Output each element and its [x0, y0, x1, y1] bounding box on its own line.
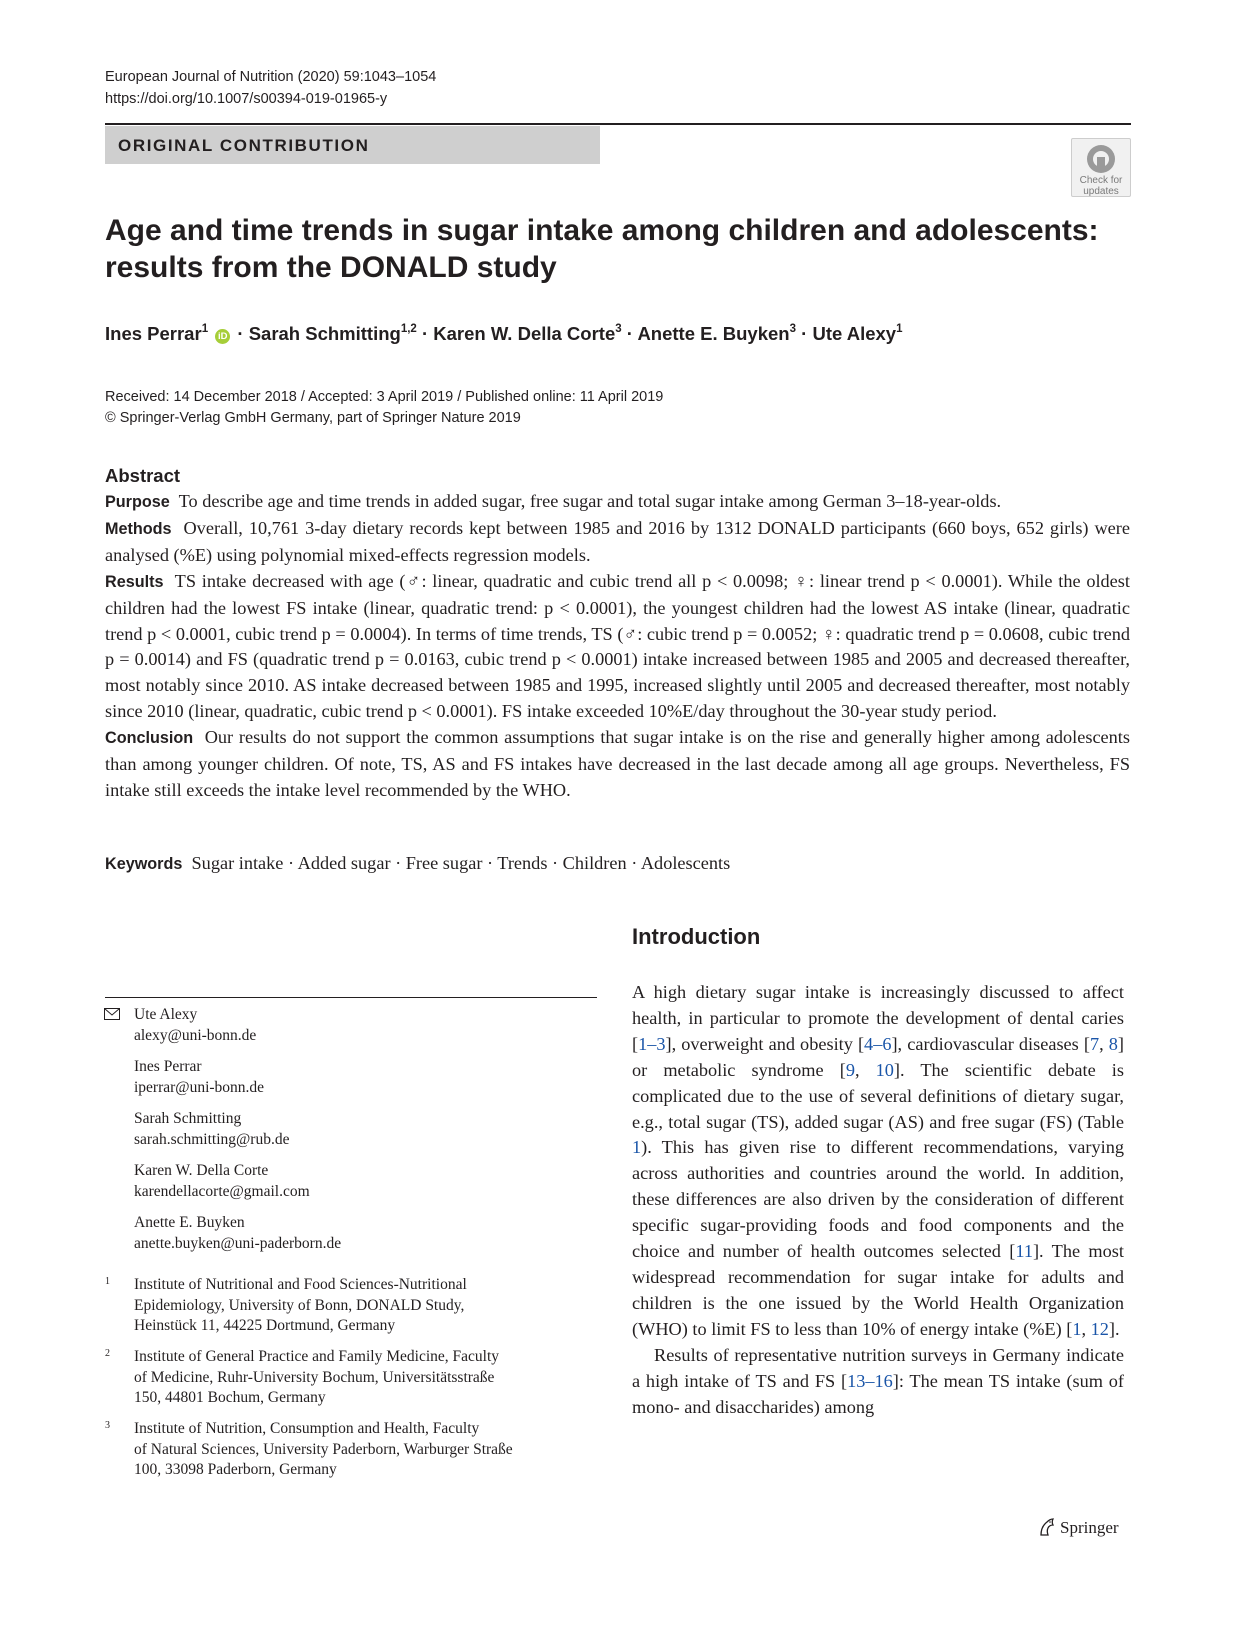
publisher-logo [1037, 1517, 1119, 1538]
journal-citation: European Journal of Nutrition (2020) 59:1043–1054 [105, 69, 437, 85]
contact-email[interactable]: iperrar@uni-bonn.de [134, 1078, 265, 1096]
keywords-text: Sugar intake · Added sugar · Free sugar · Trends · Children · Adolescents [191, 853, 731, 873]
author-name[interactable]: Anette E. Buyken [637, 323, 790, 344]
crossmark-icon [1085, 143, 1117, 175]
doi-link[interactable]: https://doi.org/10.1007/s00394-019-01965-y [105, 91, 388, 107]
check-for-updates-badge[interactable] [1071, 138, 1131, 197]
introduction-body [632, 980, 1124, 1420]
citation-link[interactable]: 7 [1089, 1033, 1100, 1054]
contact-email[interactable]: karendellacorte@gmail.com [134, 1182, 310, 1200]
author-contacts [134, 1005, 604, 1265]
citation-link[interactable]: 1 [1072, 1318, 1082, 1339]
author-name[interactable]: Ines Perrar [105, 323, 202, 344]
purpose-label: Purpose [105, 493, 170, 511]
citation-link[interactable]: 9 [845, 1059, 855, 1080]
contact-name: Anette E. Buyken [134, 1214, 245, 1231]
author-affiliation-sup: 1 [896, 323, 903, 335]
affiliation-number: 1 [105, 1276, 110, 1287]
affiliations [105, 1275, 595, 1491]
contact-entry [134, 1161, 604, 1202]
author-affiliation-sup: 1,2 [400, 323, 417, 335]
contact-name: Karen W. Della Corte [134, 1162, 269, 1179]
affiliation-entry: 1 Institute of Nutritional and Food Sciences-Nutritional Epidemiology, University of Bonn, DONALD Study, Heinstück 11, 44225 Dortmund, Germany [105, 1275, 595, 1337]
abstract-methods [105, 516, 1130, 569]
contact-email[interactable]: anette.buyken@uni-paderborn.de [134, 1234, 342, 1252]
citation-link[interactable]: 1–3 [638, 1033, 666, 1054]
article-title: Age and time trends in sugar intake among children and adolescents: results from the DONALD study [105, 214, 1099, 284]
contact-entry [134, 1057, 604, 1098]
contact-name: Ines Perrar [134, 1058, 202, 1075]
section-label: ORIGINAL CONTRIBUTION [118, 136, 370, 155]
mail-icon [104, 1008, 120, 1020]
introduction-heading: Introduction [632, 924, 761, 949]
citation-link[interactable]: 11 [1015, 1241, 1033, 1262]
header-rule [105, 123, 1131, 125]
author-affiliation-sup: 1 [201, 323, 209, 335]
keywords [105, 853, 730, 874]
journal-header [105, 66, 436, 110]
springer-horse-icon [1037, 1517, 1057, 1537]
author-separator: · [801, 323, 808, 344]
contact-entry [134, 1005, 604, 1046]
copyright-line: © Springer-Verlag GmbH Germany, part of Springer Nature 2019 [105, 410, 521, 426]
contact-email[interactable]: alexy@uni-bonn.de [134, 1026, 257, 1044]
affiliation-number: 2 [105, 1348, 110, 1359]
conclusion-label: Conclusion [105, 729, 194, 748]
publication-dates [105, 387, 663, 429]
check-for-updates-text: Check for updates [1079, 175, 1123, 197]
author-name[interactable]: Sarah Schmitting [248, 323, 401, 344]
table-link[interactable]: 1 [632, 1137, 642, 1158]
contact-entry [134, 1213, 604, 1254]
results-text: TS intake decreased with age (♂: linear, quadratic and cubic trend all p < 0.0098; ♀: linear trend p < 0.0001). While the oldest children had the lowest FS intake (linear, quadratic trend: p < 0.0001), the youngest children had the lowest AS intake (linear, quadratic trend p < 0.0001, cubic trend p = 0.0004). In terms of time trends, TS (♂: cubic trend p = 0.0052; ♀: quadratic trend p = 0.0608, cubic trend p = 0.0014) and FS (quadratic trend p = 0.0163, cubic trend p < 0.0001) intake increased between 1985 and 2005 and decreased thereafter, most notably since 2010. AS intake decreased between 1985 and 1995, increased slightly until 2005 and decreased thereafter, most notably since 2010 (linear, quadratic, cubic trend p < 0.0001). FS intake exceeded 10%E/day throughout the 30-year study period. [105, 570, 1130, 722]
abstract-purpose [105, 489, 1130, 516]
citation-link[interactable]: 12 [1090, 1318, 1109, 1339]
footnote-rule [105, 997, 597, 998]
keywords-label: Keywords [105, 855, 183, 873]
publisher-name: Springer [1060, 1518, 1119, 1537]
contact-name: Ute Alexy [134, 1006, 198, 1023]
author-name[interactable]: Karen W. Della Corte [433, 323, 616, 344]
methods-label: Methods [105, 519, 172, 538]
contact-name: Sarah Schmitting [134, 1110, 242, 1127]
abstract-heading: Abstract [105, 465, 181, 486]
author-affiliation-sup: 3 [789, 323, 796, 335]
abstract-body [105, 489, 1130, 804]
intro-paragraph: A high dietary sugar intake is increasingly discussed to affect health, in particular to promote the development of dental caries [1–3], overweight and obesity [4–6], cardiovascular diseases [7, 8] or metabolic syndrome [9, 10]. The scientific debate is complicated due to the use of several definitions of dietary sugar, e.g., total sugar (TS), added sugar (AS) and free sugar (FS) (Table 1). This has given rise to different recommendations, varying across authorities and countries around the world. In addition, these differences are also driven by the consideration of different specific sugar-providing foods and food components and the choice and number of health outcomes selected [11]. The most widespread recommendation for sugar intake for adults and children is the one issued by the World Health Organization (WHO) to limit FS to less than 10% of energy intake (%E) [1, 12]. [632, 982, 1124, 1339]
abstract-results [105, 569, 1130, 725]
affiliation-entry: 3 Institute of Nutrition, Consumption and Health, Faculty of Natural Sciences, University Paderborn, Warburger Straße 100, 33098 Paderborn, Germany [105, 1419, 595, 1481]
methods-text: Overall, 10,761 3-day dietary records kept between 1985 and 2016 by 1312 DONALD participants (660 boys, 652 girls) were analysed (%E) using polynomial mixed-effects regression models. [105, 517, 1130, 565]
orcid-icon[interactable]: iD [215, 329, 230, 344]
history-dates: Received: 14 December 2018 / Accepted: 3 April 2019 / Published online: 11 April 2019 [105, 389, 664, 405]
contact-email[interactable]: sarah.schmitting@rub.de [134, 1130, 290, 1148]
conclusion-text: Our results do not support the common assumptions that sugar intake is on the rise and generally higher among adolescents than among younger children. Of note, TS, AS and FS intakes have decreased in the last decade among all age groups. Nevertheless, FS intake still exceeds the intake level recommended by the WHO. [105, 727, 1131, 800]
intro-paragraph: Results of representative nutrition surveys in Germany indicate a high intake of TS and FS [13–16]: The mean TS intake (sum of mono- and disaccharides) among [632, 1344, 1125, 1417]
contact-entry [134, 1109, 604, 1150]
author-name[interactable]: Ute Alexy [812, 323, 897, 344]
results-label: Results [105, 572, 164, 591]
affiliation-entry: 2 Institute of General Practice and Family Medicine, Faculty of Medicine, Ruhr-University Bochum, Universitätsstraße 150, 44801 Bochum, Germany [105, 1347, 595, 1409]
abstract-conclusion [105, 725, 1130, 804]
affiliation-number: 3 [105, 1420, 110, 1431]
author-separator: · [626, 323, 633, 344]
author-list [105, 323, 903, 345]
citation-link[interactable]: 4–6 [864, 1033, 892, 1054]
author-separator: · [237, 323, 244, 344]
citation-link[interactable]: 13–16 [847, 1370, 893, 1391]
citation-link[interactable]: 8 [1108, 1033, 1118, 1054]
citation-link[interactable]: 10 [875, 1059, 894, 1080]
author-affiliation-sup: 3 [615, 323, 622, 335]
purpose-text: To describe age and time trends in added sugar, free sugar and total sugar intake among German 3–18-year-olds. [178, 491, 1002, 511]
author-separator: · [421, 323, 429, 344]
